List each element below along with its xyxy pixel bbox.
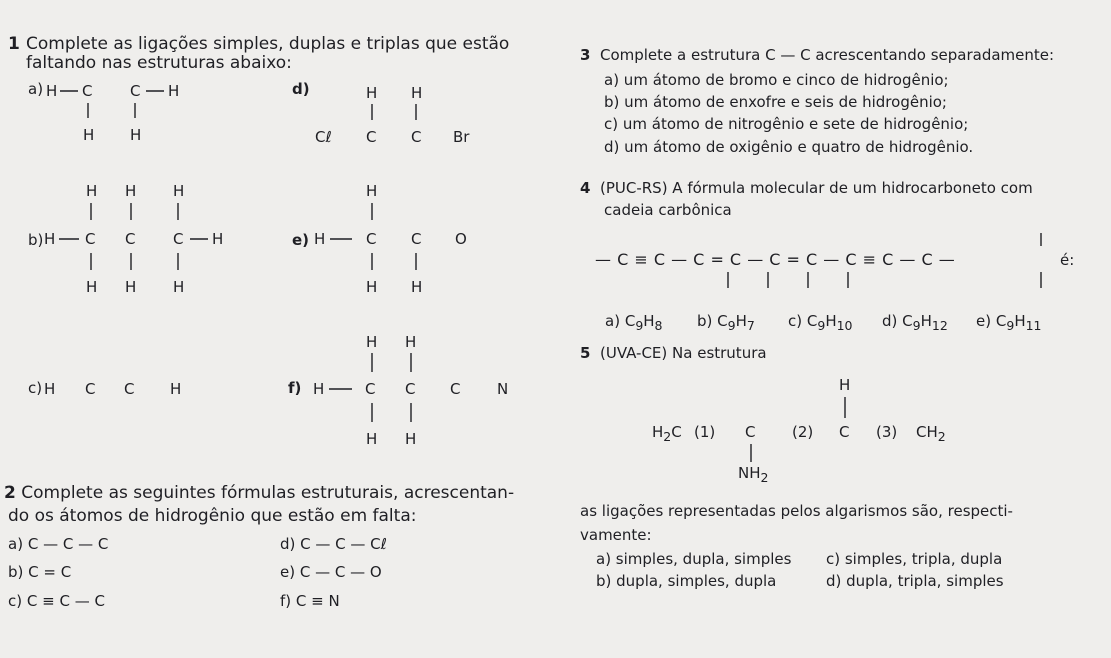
atom-h: H [405, 333, 417, 351]
q2-item-e: e) C — C — O [280, 563, 382, 581]
q2-item-d: d) C — C — Cℓ [280, 535, 387, 553]
atom-h: H [411, 278, 423, 296]
q3-text: 3 Complete a estrutura C — C acrescentando separadamente: [580, 46, 1055, 64]
atom-h: H [366, 333, 378, 351]
atom-h: H [366, 278, 378, 296]
atom-c: C [173, 230, 184, 248]
q5-text2-line1: as ligações representadas pelos algarismos são, respecti- [580, 502, 1013, 520]
q1-text-line2: faltando nas estruturas abaixo: [26, 53, 292, 73]
q5-bond-2: (2) [792, 423, 814, 441]
atom-c: C [130, 82, 141, 100]
structure-c [44, 380, 181, 398]
atom-cl: Cℓ [315, 128, 332, 146]
atom-h: H [125, 182, 137, 200]
q3-item-c: c) um átomo de nitrogênio e sete de hidrogênio; [604, 115, 969, 133]
atom-c: C [125, 230, 136, 248]
q1-d-label: d) [292, 80, 310, 98]
atom-h: H [173, 182, 185, 200]
q5-bond-1: (1) [694, 423, 716, 441]
atom-c: C [411, 230, 422, 248]
atom-c: C [366, 230, 377, 248]
q5-option-d: d) dupla, tripla, simples [826, 572, 1004, 590]
atom-h: H [46, 82, 58, 100]
atom-c: C [82, 82, 93, 100]
q5-bond-3: (3) [876, 423, 898, 441]
structure-b [44, 182, 223, 296]
atom-h: H [366, 84, 378, 102]
q1-text-line1: Complete as ligações simples, duplas e triplas que estão [26, 34, 510, 54]
q5-left-group: $H_2C$ [652, 423, 682, 444]
q3-item-d: d) um átomo de oxigênio e quatro de hidrogênio. [604, 138, 974, 156]
q4-suffix: é: [1060, 251, 1075, 269]
q4-option-c: c) $C_9H_{10}$ [788, 312, 853, 333]
atom-h: H [366, 430, 378, 448]
q5-option-c: c) simples, tripla, dupla [826, 550, 1003, 568]
atom-h: H [313, 380, 325, 398]
atom-h: H [168, 82, 180, 100]
q5-text: 5 (UVA-CE) Na estrutura [580, 344, 767, 362]
atom-h: H [86, 182, 98, 200]
q4-text-line1: 4 (PUC-RS) A fórmula molecular de um hidrocarboneto com [580, 179, 1033, 197]
atom-h: H [130, 126, 142, 144]
atom-c: C [365, 380, 376, 398]
q5-amino-group: $NH_2$ [738, 464, 769, 485]
q5-text2-line2: vamente: [580, 526, 652, 544]
atom-h: H [212, 230, 224, 248]
atom-h: H [125, 278, 137, 296]
atom-c: C [366, 128, 377, 146]
atom-h: H [44, 230, 56, 248]
q4-chain: — C ≡ C — C = C — C = C — C ≡ C — C — [595, 250, 956, 269]
atom-br: Br [453, 128, 470, 146]
q5-carbon-3: C [839, 423, 850, 441]
q4-option-a: a) $C_9H_8$ [605, 312, 663, 333]
q2-text-line1: 2 Complete as seguintes fórmulas estruturais, acrescentan- [4, 483, 515, 503]
q5-top-h: H [839, 376, 851, 394]
atom-c: C [124, 380, 135, 398]
atom-c: C [411, 128, 422, 146]
q1-f-label: f) [288, 379, 302, 397]
atom-o: O [455, 230, 467, 248]
q2-item-a: a) C — C — C [8, 535, 109, 553]
q2-item-b: b) C = C [8, 563, 72, 581]
atom-h: H [405, 430, 417, 448]
atom-c: C [450, 380, 461, 398]
q2-text-line2: do os átomos de hidrogênio que estão em falta: [8, 506, 417, 526]
structure-a [46, 82, 179, 144]
q1-a-label: a) [28, 80, 44, 98]
atom-c: C [405, 380, 416, 398]
atom-h: H [411, 84, 423, 102]
q1-c-label: c) [28, 379, 43, 397]
q4-option-e: e) $C_9H_{11}$ [976, 312, 1042, 333]
q2-item-f: f) C ≡ N [280, 592, 340, 610]
atom-h: H [173, 278, 185, 296]
q5-carbon-2: C [745, 423, 756, 441]
atom-h: H [170, 380, 182, 398]
atom-c: C [85, 230, 96, 248]
atom-h: H [366, 182, 378, 200]
structure-d [315, 84, 470, 146]
q5-option-b: b) dupla, simples, dupla [596, 572, 777, 590]
q2-item-c: c) C ≡ C — C [8, 592, 105, 610]
structure-f [313, 333, 508, 448]
q1-b-label: b) [28, 231, 44, 249]
q4-option-b: b) $C_9H_7$ [697, 312, 755, 333]
atom-h: H [314, 230, 326, 248]
q1-e-label: e) [292, 231, 310, 249]
atom-n: N [497, 380, 509, 398]
atom-h: H [83, 126, 95, 144]
q3-item-b: b) um átomo de enxofre e seis de hidrogênio; [604, 93, 947, 111]
atom-c: C [85, 380, 96, 398]
atom-h: H [86, 278, 98, 296]
q1-number: 1 [8, 34, 20, 54]
q5-option-a: a) simples, dupla, simples [596, 550, 792, 568]
q4-option-d: d) $C_9H_{12}$ [882, 312, 948, 333]
structure-e [314, 182, 467, 296]
atom-h: H [44, 380, 56, 398]
q3-item-a: a) um átomo de bromo e cinco de hidrogênio; [604, 71, 949, 89]
q4-text-line2: cadeia carbônica [604, 201, 732, 219]
q5-right-group: $CH_2$ [916, 423, 946, 444]
